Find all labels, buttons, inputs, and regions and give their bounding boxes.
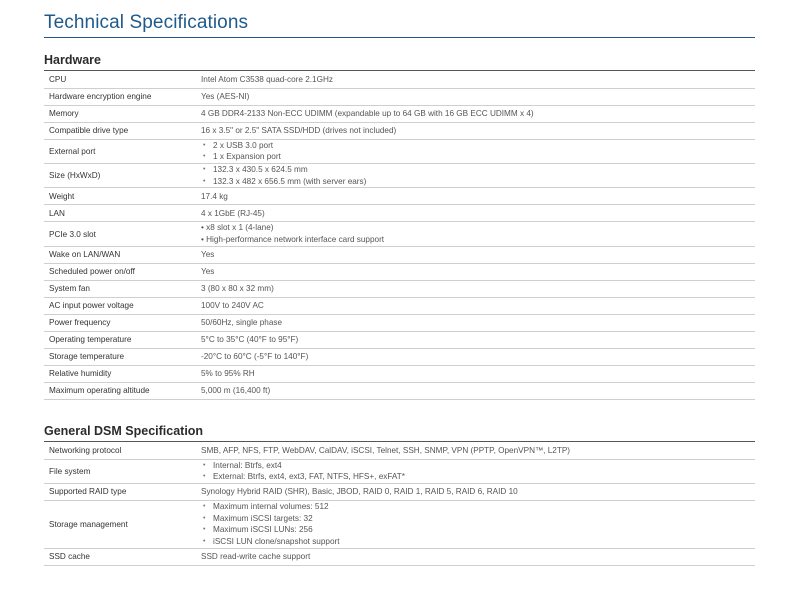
spec-value-item: • 2 x USB 3.0 port bbox=[201, 140, 755, 152]
spec-row bbox=[44, 163, 755, 187]
spec-row bbox=[44, 122, 755, 139]
spec-row bbox=[44, 382, 755, 399]
dsm-section bbox=[44, 423, 755, 566]
spec-value-item: • 132.3 x 482 x 656.5 mm (with server ears) bbox=[201, 176, 755, 188]
section-title-hardware: Hardware bbox=[44, 53, 101, 67]
spec-value bbox=[201, 163, 755, 187]
title-divider bbox=[44, 37, 755, 38]
spec-label: Maximum operating altitude bbox=[44, 382, 201, 399]
spec-value: 16 x 3.5" or 2.5" SATA SSD/HDD (drives not included) bbox=[201, 122, 755, 139]
spec-value: Yes bbox=[201, 263, 755, 280]
spec-row bbox=[44, 548, 755, 565]
spec-value: Yes bbox=[201, 246, 755, 263]
spec-label: Compatible drive type bbox=[44, 122, 201, 139]
dsm-spec-table bbox=[44, 442, 755, 566]
spec-row bbox=[44, 263, 755, 280]
spec-row bbox=[44, 205, 755, 222]
spec-value: Synology Hybrid RAID (SHR), Basic, JBOD, RAID 0, RAID 1, RAID 5, RAID 6, RAID 10 bbox=[201, 483, 755, 500]
spec-row bbox=[44, 500, 755, 548]
spec-value-list bbox=[201, 501, 755, 548]
page-title: Technical Specifications bbox=[44, 12, 249, 33]
spec-label: Size (HxWxD) bbox=[44, 163, 201, 187]
spec-row bbox=[44, 348, 755, 365]
spec-value-item: • 132.3 x 430.5 x 624.5 mm bbox=[201, 164, 755, 176]
spec-label: Operating temperature bbox=[44, 331, 201, 348]
spec-value-item: • Maximum iSCSI targets: 32 bbox=[201, 513, 755, 525]
spec-value-item: • x8 slot x 1 (4-lane) bbox=[201, 223, 274, 233]
hardware-spec-table bbox=[44, 71, 755, 400]
spec-value bbox=[201, 222, 755, 246]
spec-label: Storage temperature bbox=[44, 348, 201, 365]
spec-value: 5°C to 35°C (40°F to 95°F) bbox=[201, 331, 755, 348]
spec-row bbox=[44, 483, 755, 500]
spec-value-list bbox=[201, 460, 755, 483]
spec-value: 4 x 1GbE (RJ-45) bbox=[201, 205, 755, 222]
spec-label: Weight bbox=[44, 188, 201, 205]
spec-label: System fan bbox=[44, 280, 201, 297]
spec-value bbox=[201, 500, 755, 548]
spec-value: 5% to 95% RH bbox=[201, 365, 755, 382]
spec-row bbox=[44, 314, 755, 331]
spec-label: Storage management bbox=[44, 500, 201, 548]
spec-value-item: • Internal: Btrfs, ext4 bbox=[201, 460, 755, 472]
spec-value: 17.4 kg bbox=[201, 188, 755, 205]
spec-label: CPU bbox=[44, 71, 201, 88]
spec-label: Wake on LAN/WAN bbox=[44, 246, 201, 263]
spec-row bbox=[44, 280, 755, 297]
spec-value: -20°C to 60°C (-5°F to 140°F) bbox=[201, 348, 755, 365]
spec-value: SSD read-write cache support bbox=[201, 548, 755, 565]
spec-row bbox=[44, 71, 755, 88]
spec-label: Power frequency bbox=[44, 314, 201, 331]
spec-value: 50/60Hz, single phase bbox=[201, 314, 755, 331]
spec-value-list bbox=[201, 140, 755, 163]
spec-label: LAN bbox=[44, 205, 201, 222]
spec-value bbox=[201, 139, 755, 163]
spec-row bbox=[44, 297, 755, 314]
spec-label: Supported RAID type bbox=[44, 483, 201, 500]
hardware-section bbox=[44, 52, 755, 400]
spec-value-item: • External: Btrfs, ext4, ext3, FAT, NTFS, HFS+, exFAT* bbox=[201, 471, 755, 483]
spec-value-item: • 1 x Expansion port bbox=[201, 151, 755, 163]
spec-row bbox=[44, 442, 755, 459]
spec-label: External port bbox=[44, 139, 201, 163]
spec-value bbox=[201, 459, 755, 483]
spec-row bbox=[44, 459, 755, 483]
spec-value: 4 GB DDR4-2133 Non-ECC UDIMM (expandable up to 64 GB with 16 GB ECC UDIMM x 4) bbox=[201, 105, 755, 122]
spec-row bbox=[44, 246, 755, 263]
spec-value: 5,000 m (16,400 ft) bbox=[201, 382, 755, 399]
spec-value: 3 (80 x 80 x 32 mm) bbox=[201, 280, 755, 297]
spec-row bbox=[44, 222, 755, 246]
spec-row bbox=[44, 365, 755, 382]
spec-label: Memory bbox=[44, 105, 201, 122]
spec-value-item: • Maximum iSCSI LUNs: 256 bbox=[201, 524, 755, 536]
spec-value: SMB, AFP, NFS, FTP, WebDAV, CalDAV, iSCSI, Telnet, SSH, SNMP, VPN (PPTP, OpenVPN™, L2TP) bbox=[201, 442, 755, 459]
spec-label: PCIe 3.0 slot bbox=[44, 222, 201, 246]
spec-value-list bbox=[201, 164, 755, 187]
spec-row bbox=[44, 331, 755, 348]
spec-row bbox=[44, 188, 755, 205]
spec-value-item: • High-performance network interface card support bbox=[201, 235, 385, 245]
spec-label: Hardware encryption engine bbox=[44, 88, 201, 105]
spec-row bbox=[44, 105, 755, 122]
spec-value-list bbox=[201, 222, 755, 245]
spec-label: SSD cache bbox=[44, 548, 201, 565]
spec-label: Networking protocol bbox=[44, 442, 201, 459]
section-title-dsm: General DSM Specification bbox=[44, 424, 204, 438]
spec-value-item: • iSCSI LUN clone/snapshot support bbox=[201, 536, 755, 548]
spec-value-item: • Maximum internal volumes: 512 bbox=[201, 501, 755, 513]
spec-value: Intel Atom C3538 quad-core 2.1GHz bbox=[201, 71, 755, 88]
spec-value: Yes (AES-NI) bbox=[201, 88, 755, 105]
spec-row bbox=[44, 88, 755, 105]
spec-row bbox=[44, 139, 755, 163]
spec-value: 100V to 240V AC bbox=[201, 297, 755, 314]
spec-label: Scheduled power on/off bbox=[44, 263, 201, 280]
spec-label: File system bbox=[44, 459, 201, 483]
spec-label: AC input power voltage bbox=[44, 297, 201, 314]
spec-label: Relative humidity bbox=[44, 365, 201, 382]
